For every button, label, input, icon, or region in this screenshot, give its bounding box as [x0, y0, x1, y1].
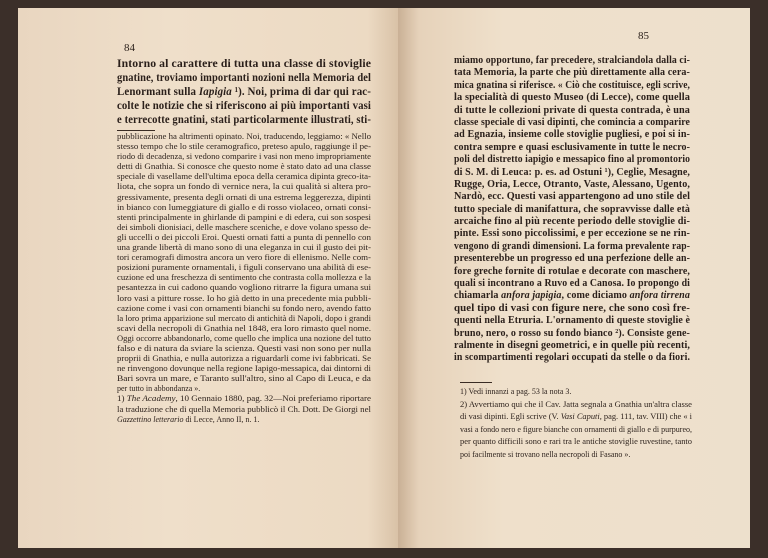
line-content: speciale di vasellame dell'ultima epoca della ceramica dipinta greco-ita-: [117, 172, 371, 182]
line-content: la loro prima apparizione sul mercato di antichità di Napoli, dopo i grandi: [117, 313, 371, 323]
text-line: [454, 66, 690, 78]
text-line: [117, 57, 371, 71]
line-content: fore greche fornite di rotulae e decorate con maschere,: [454, 264, 690, 277]
line-content: quel tipo di vasi con figure nere, che sono così fre-: [454, 301, 690, 314]
line-content: di tutte le collezioni private di questa contrada, è una: [454, 103, 690, 116]
italic-text: Iapigia: [198, 86, 232, 98]
line-content: [117, 394, 371, 404]
line-content: tutto speciale di manifattura, che sopravvisse dalle età: [454, 202, 690, 215]
text-line: [117, 294, 371, 304]
text-segment: , 10 Gennaio 1880, pag. 32—Noi preferiamo riportare: [175, 394, 371, 404]
line-content: proprii di Gnathia, e nulla autorizza a riguardarli come ivi fabbricati. Se: [117, 354, 371, 364]
line-content: pubblicazione ha altrimenti opinato. Noi, traducendo, leggiamo: « Nello: [117, 132, 371, 141]
line-content: contra sempre e quasi esclusivamente in tutte le necro-: [454, 140, 690, 153]
text-line: [117, 253, 371, 263]
line-content: per tutto in abbondanza ».: [117, 384, 201, 394]
italic-text: anfora tirrena: [629, 289, 690, 302]
line-content: cuzione ed una freschezza di sentimento che contrasta colla mollezza e la: [117, 273, 371, 283]
text-line: [454, 351, 690, 363]
text-line: [117, 172, 371, 182]
text-line: [117, 415, 371, 425]
line-content: una grande libertà di mano sono di una eleganza in cui il gusto dei pit-: [117, 243, 371, 253]
text-line: [117, 263, 371, 273]
text-line: [454, 91, 690, 103]
text-line: [117, 233, 371, 243]
text-line: [454, 116, 690, 128]
text-line: [460, 399, 692, 412]
line-content: Bari sovra un mare, e Taranto sull'altro, sino al Capo di Leuca, e da: [117, 374, 371, 384]
text-line: [117, 99, 371, 113]
text-line: [454, 240, 690, 252]
text-line: [454, 178, 690, 190]
line-content: dei simboli dionisiaci, delle maschere sceniche, e dove volano spesso de-: [117, 222, 371, 232]
line-content: [117, 415, 259, 425]
text-line: [454, 252, 690, 264]
footnotes: [460, 386, 692, 461]
text-line: [460, 411, 692, 424]
line-content: 2) Avvertiamo qui che il Cav. Jatta segnala a Gnathia un'altra classe: [460, 399, 692, 409]
text-line: [454, 327, 690, 339]
line-content: detti di Gnathia. Si conosce che questo nome è stato dato ad una classe: [117, 162, 371, 172]
text-line: [117, 213, 371, 223]
line-content: miamo opportuno, far precedere, stralciandola dalla ci-: [454, 54, 690, 66]
line-content: vengono di grandi dimensioni. La forma prevalente rap-: [454, 239, 690, 252]
footnote-divider: [460, 382, 492, 383]
text-line: [117, 193, 371, 203]
text-line: [117, 334, 371, 344]
line-content: e terrecotte gnatini, stati particolarmente illustrati, sti-: [117, 114, 371, 126]
text-line: [117, 223, 371, 233]
line-content: pesantezza in cui cadono quando vogliono ritrarre la figura umana sui: [117, 283, 371, 293]
line-content: scavi della necropoli di Gnathia nel 1848, era loro rimasto quel nome.: [117, 323, 371, 333]
line-content: loro vasi a pitture rosse. Io ho già detto in una precedente mia pubbli-: [117, 293, 371, 303]
line-content: ralmente in disegni geometrici, e in quelle più recenti,: [454, 338, 690, 351]
line-content: presenterebbe un progresso ed una perfezione delle an-: [454, 252, 690, 265]
line-content: posizioni puramente ornamentali, i figuli conservano una abilità di ese-: [117, 263, 371, 273]
text-line: [454, 79, 690, 91]
text-line: [454, 104, 690, 116]
text-line: [454, 265, 690, 277]
text-line: [454, 54, 690, 66]
body-text: [117, 57, 371, 127]
text-line: [117, 405, 371, 415]
text-segment: Lenormant sulla: [117, 86, 199, 98]
text-line: [454, 153, 690, 165]
text-line: [117, 243, 371, 253]
page-number: 84: [124, 42, 135, 54]
text-line: [117, 283, 371, 293]
text-line: [117, 344, 371, 354]
footnote-divider: [117, 130, 155, 131]
line-content: arcaiche fino al più recente periodo delle stoviglie di-: [454, 215, 690, 228]
text-line: [117, 113, 371, 127]
text-line: [117, 182, 371, 192]
text-line: [117, 132, 371, 142]
text-line: [460, 436, 692, 449]
text-line: [454, 302, 690, 314]
italic-text: The Academy: [126, 394, 176, 404]
text-segment: di Lecce, Anno II, n. 1.: [183, 414, 260, 424]
italic-text: Gazzettino letterario: [117, 414, 184, 424]
line-content: 1) Vedi innanzi a pag. 53 la nota 3.: [460, 387, 572, 396]
line-content: la traduzione che di quella Memoria pubblicò il Ch. Dott. De Giorgi nel: [117, 404, 371, 414]
text-line: [454, 277, 690, 289]
line-content: in bianco con lumeggiature di giallo e di rosso violaceo, ornati consi-: [117, 202, 371, 212]
text-line: [117, 314, 371, 324]
text-segment: chiamarla: [454, 289, 502, 302]
text-line: [117, 384, 371, 394]
right-page: [398, 8, 750, 548]
line-content: tata Memoria, la parte che più direttamente alla cera-: [454, 66, 690, 79]
line-content: di S. M. di Leuca: p. es. ad Ostuni ¹), Ceglie, Mesagne,: [454, 165, 690, 178]
text-line: [117, 374, 371, 384]
line-content: Nardò, ecc. Questi vasi appartengono ad uno stile del: [454, 190, 690, 203]
line-content: quali si incontrano a Ruvo ed a Canosa. Io propongo di: [454, 277, 690, 290]
footnotes: [117, 132, 371, 425]
text-line: [454, 203, 690, 215]
line-content: stesso tempo che lo stile ceramografico, preteso apulo, raggiunge il pe-: [117, 142, 371, 152]
text-line: [454, 339, 690, 351]
line-content: mica gnatina si riferisce. « Ciò che costituisce, egli scrive,: [454, 78, 690, 91]
line-content: gressivamente, presenta degli ornati di una estrema leggerezza, dipinti: [117, 192, 371, 202]
text-line: [117, 85, 371, 99]
text-segment: ¹). Noi, prima di dar qui rac-: [231, 86, 371, 98]
text-line: [454, 166, 690, 178]
text-segment: , pag. 111, tav. VIII) che « i: [599, 412, 692, 421]
text-line: [460, 449, 692, 462]
line-content: liota, che sopra un fondo di vernice nera, la cui qualità si altera pro-: [117, 182, 371, 192]
line-content: ad Egnazia, insieme colle stoviglie pugliesi, e poi si in-: [454, 128, 690, 141]
text-line: [117, 304, 371, 314]
body-text: [454, 54, 690, 364]
line-content: riodo di decadenza, si vedono comparire i vasi non meno impropriamente: [117, 152, 371, 162]
line-content: Rugge, Oria, Lecce, Otranto, Vaste, Alessano, Ugento,: [454, 177, 690, 190]
text-line: [117, 273, 371, 283]
text-segment: di vasi dipinti. Egli scrive (V.: [460, 412, 561, 421]
text-line: [117, 142, 371, 152]
text-line: [460, 424, 692, 437]
text-line: [460, 386, 692, 399]
text-line: [117, 162, 371, 172]
line-content: gnatine, troviamo importanti nozioni nella Memoria del: [117, 72, 371, 84]
line-content: gli uccelli o dei piccoli Eroi. Questi ornati fatti a punta di pennello con: [117, 232, 371, 242]
text-line: [117, 203, 371, 213]
text-line: [117, 354, 371, 364]
line-content: la specialità di questo Museo (di Lecce), come quella: [454, 91, 690, 104]
line-content: tori ceramografi dimostra ancora un vero fiore di ellenismo. Nelle com-: [117, 253, 371, 263]
text-line: [117, 364, 371, 374]
text-line: [117, 71, 371, 85]
text-line: [454, 215, 690, 227]
line-content: cazione come i vasi con ornamenti bianchi su fondo nero, avendo fatto: [117, 303, 371, 313]
line-content: classe speciale di vasi dipinti, che comincia a comparire: [454, 115, 690, 128]
line-content: in scompartimenti regolari occupati da stelle o da fiori.: [454, 351, 690, 364]
text-segment: , come diciamo: [561, 289, 630, 302]
italic-text: Vasi Caputi: [560, 412, 600, 421]
text-line: [454, 289, 690, 301]
line-content: pinte. Essi sono piccolissimi, e per eccezione se ne rin-: [454, 227, 690, 240]
line-content: [454, 289, 690, 301]
line-content: vasi a fondo nero e figure bianche con ornamenti di giallo e di purpureo,: [460, 424, 692, 434]
text-segment: 1): [117, 394, 127, 404]
italic-text: anfora japigia: [501, 289, 562, 302]
line-content: colte le notizie che si riferiscono ai più importanti vasi: [117, 100, 371, 112]
line-content: bruno, nero, o rosso su fondo bianco ²). Consiste gene-: [454, 326, 690, 339]
text-line: [117, 152, 371, 162]
line-content: [460, 411, 692, 424]
text-line: [454, 227, 690, 239]
text-line: [454, 314, 690, 326]
text-line: [117, 324, 371, 334]
line-content: per quanto difficili sono e rari tra le antiche stoviglie ruvestine, tanto: [460, 437, 692, 446]
line-content: stenti principalmente in ghirlande di pampini e di edera, cui son sospesi: [117, 212, 371, 222]
page-number: 85: [638, 30, 649, 42]
line-content: Oggi occorre abbandonarlo, come quello che implica una nozione del tutto: [117, 333, 371, 343]
line-content: ne rinvengono dovunque nella regione Iapigo-messapica, dai dintorni di: [117, 364, 371, 374]
line-content: poi facilmente si trovano nella necropoli di Fasano ».: [460, 449, 631, 459]
line-content: poli del distretto iapigio e messapico fino al promontorio: [454, 153, 690, 166]
text-line: [454, 190, 690, 202]
line-content: [117, 85, 371, 99]
text-line: [454, 141, 690, 153]
line-content: Intorno al carattere di tutta una classe di stoviglie: [117, 58, 371, 70]
line-content: quenti nella Etruria. L'ornamento di queste stoviglie è: [454, 314, 690, 327]
text-line: [454, 128, 690, 140]
text-line: [117, 394, 371, 404]
line-content: falso e di natura da sviare la scienza. Questi vasi non sono per nulla: [117, 343, 371, 353]
left-page: [18, 8, 398, 548]
